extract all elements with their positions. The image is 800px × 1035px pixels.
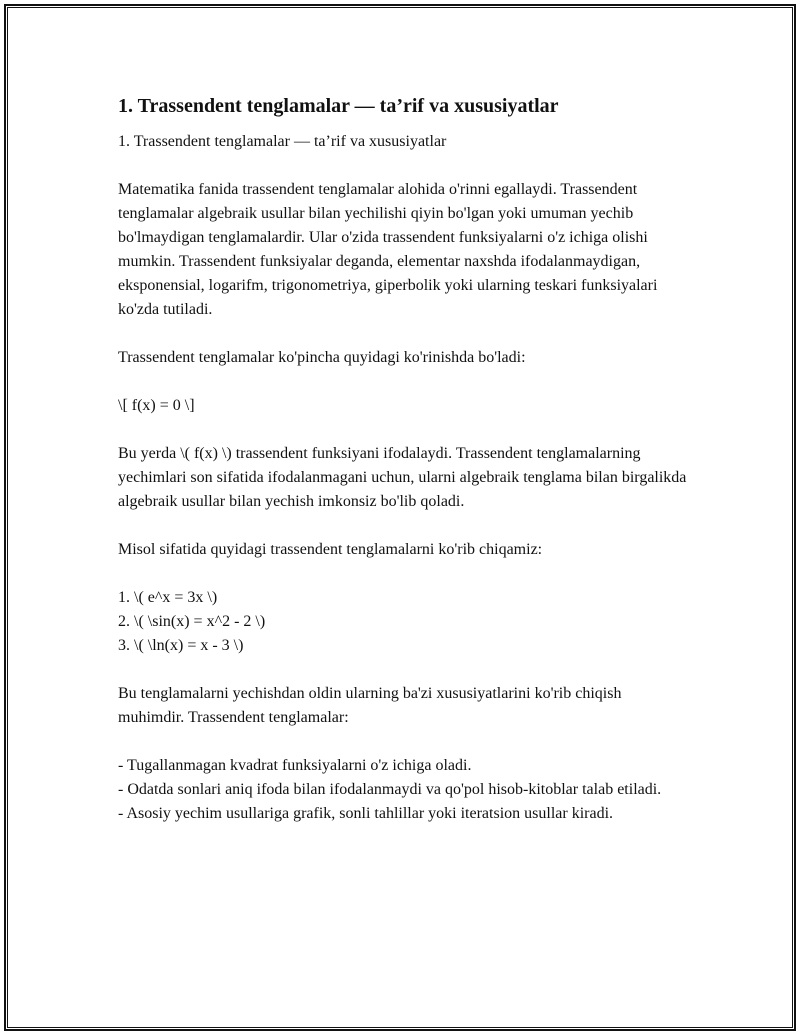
examples-list bbox=[118, 586, 688, 658]
example-item: 2. \( \sin(x) = x^2 - 2 \) bbox=[118, 613, 266, 630]
document-subheading: 1. Trassendent tenglamalar — ta’rif va xususiyatlar bbox=[118, 133, 447, 150]
document-body bbox=[118, 92, 688, 850]
intro-paragraph: Matematika fanida trassendent tenglamalar alohida o'rinni egallaydi. Trassendent tenglamalar algebraik usullar bilan yechilishi qiyin bo'lgan yoki umuman yechib bo'lmaydigan tenglamalardir. Ular o'zida trassendent funksiyalarni o'z ichiga olishi mumkin. Trassendent funksiyalar deganda, elementar naxshda ifodalanmaydigan, eksponensial, logarifm, trigonometriya, giperbolik yoki ularning teskari funksiyalari ko'zda tutiladi. bbox=[118, 181, 658, 318]
example-item: 1. \( e^x = 3x \) bbox=[118, 589, 218, 606]
example-item: 3. \( \ln(x) = x - 3 \) bbox=[118, 637, 244, 654]
property-item: - Odatda sonlari aniq ifoda bilan ifodalanmaydi va qo'pol hisob-kitoblar talab etiladi. bbox=[118, 781, 662, 798]
property-item: - Tugallanmagan kvadrat funksiyalarni o'z ichiga oladi. bbox=[118, 757, 472, 774]
form-intro-paragraph: Trassendent tenglamalar ko'pincha quyidagi ko'rinishda bo'ladi: bbox=[118, 349, 526, 366]
explanation-paragraph: Bu yerda \( f(x) \) trassendent funksiyani ifodalaydi. Trassendent tenglamalarning yechimlari son sifatida ifodalanmagani uchun, ularni algebraik tenglama bilan birgalikda algebraik usullar bilan yechish imkonsiz bo'lib qoladi. bbox=[118, 445, 687, 510]
document-heading: 1. Trassendent tenglamalar — ta’rif va xususiyatlar bbox=[118, 95, 559, 117]
general-form-equation: \[ f(x) = 0 \] bbox=[118, 397, 195, 414]
properties-intro-paragraph: Bu tenglamalarni yechishdan oldin ularning ba'zi xususiyatlarini ko'rib chiqish muhimdir. Trassendent tenglamalar: bbox=[118, 685, 622, 726]
examples-intro-paragraph: Misol sifatida quyidagi trassendent tenglamalarni ko'rib chiqamiz: bbox=[118, 541, 543, 558]
properties-list bbox=[118, 754, 688, 826]
property-item: - Asosiy yechim usullariga grafik, sonli tahlillar yoki iteratsion usullar kiradi. bbox=[118, 805, 614, 822]
